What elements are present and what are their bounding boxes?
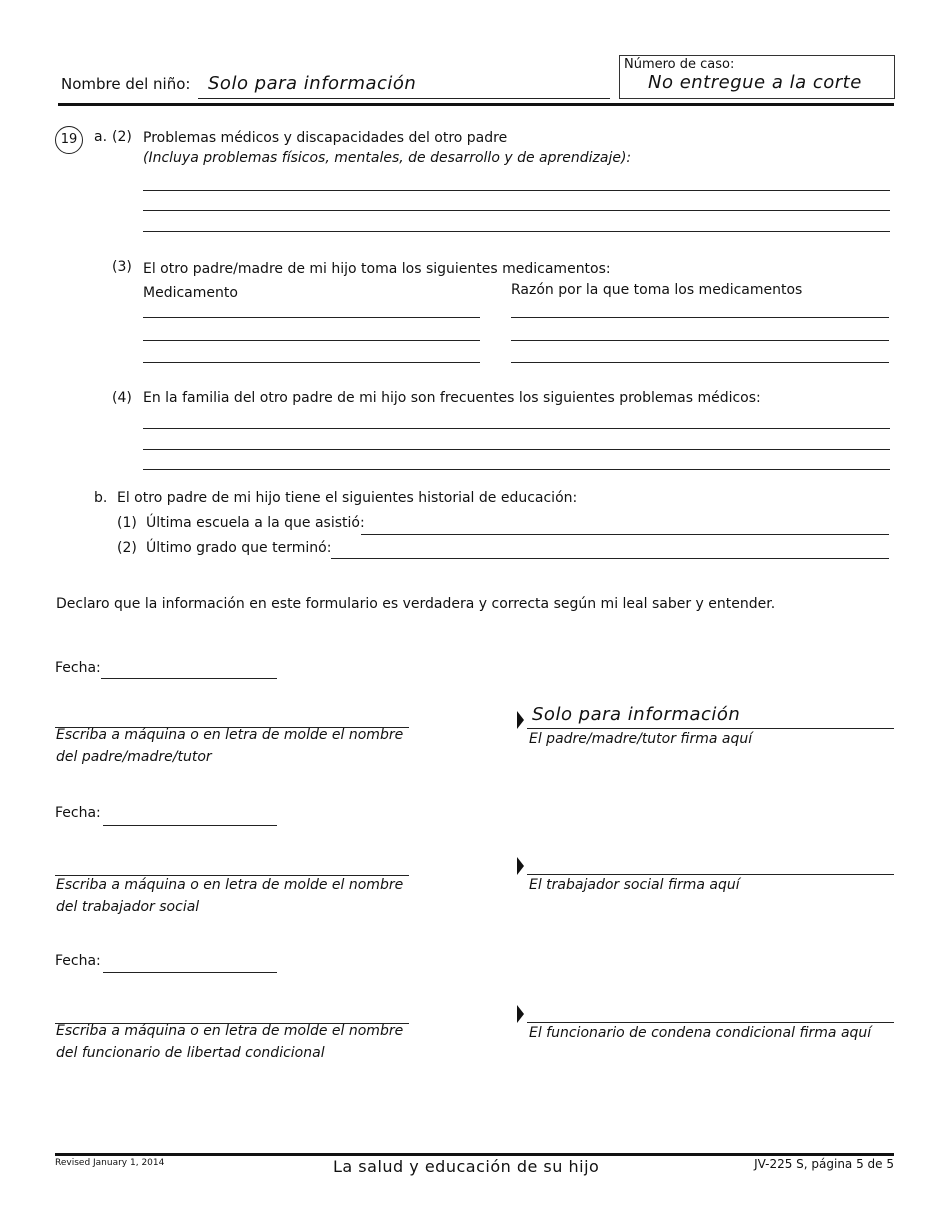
item-4-answer-line[interactable] bbox=[143, 449, 890, 450]
item-4-title: En la familia del otro padre de mi hijo son frecuentes los siguientes problemas médicos: bbox=[143, 390, 761, 406]
item-2-answer-line[interactable] bbox=[143, 231, 890, 232]
section-number-badge: 19 bbox=[55, 126, 83, 154]
item-2-number: (2) bbox=[112, 129, 132, 145]
child-name-underline bbox=[198, 98, 610, 99]
footer-rule bbox=[55, 1153, 894, 1156]
signature-line[interactable] bbox=[527, 1022, 894, 1023]
signature-caption: El trabajador social firma aquí bbox=[529, 877, 740, 893]
printed-name-caption-role: del padre/madre/tutor bbox=[56, 749, 212, 765]
signature-arrow-icon bbox=[517, 857, 524, 875]
item-4-number: (4) bbox=[112, 390, 132, 406]
printed-name-caption: Escriba a máquina o en letra de molde el nombre bbox=[56, 877, 404, 893]
date-label: Fecha: bbox=[55, 660, 101, 676]
header-rule bbox=[58, 103, 894, 106]
medication-line[interactable] bbox=[143, 317, 480, 318]
item-2-answer-line[interactable] bbox=[143, 210, 890, 211]
last-grade-number: (2) bbox=[117, 540, 137, 556]
case-number-value: No entregue a la corte bbox=[648, 72, 862, 93]
child-name-label: Nombre del niño: bbox=[61, 75, 191, 93]
case-number-box[interactable] bbox=[619, 55, 895, 99]
signature-value: Solo para información bbox=[532, 704, 741, 725]
revised-date: Revised January 1, 2014 bbox=[55, 1158, 165, 1168]
medication-column-header: Medicamento bbox=[143, 285, 238, 301]
declaration-text: Declaro que la información en este formulario es verdadera y correcta según mi leal saber y entender. bbox=[56, 596, 776, 612]
printed-name-caption: Escriba a máquina o en letra de molde el nombre bbox=[56, 727, 404, 743]
item-b-title: El otro padre de mi hijo tiene el siguientes historial de educación: bbox=[117, 490, 578, 506]
item-2-title: Problemas médicos y discapacidades del otro padre bbox=[143, 130, 508, 146]
item-4-answer-line[interactable] bbox=[143, 428, 890, 429]
printed-name-caption-role: del funcionario de libertad condicional bbox=[56, 1045, 325, 1061]
form-id: JV-225 S, página 5 de 5 bbox=[754, 1157, 894, 1171]
printed-name-caption: Escriba a máquina o en letra de molde el nombre bbox=[56, 1023, 404, 1039]
medication-line[interactable] bbox=[143, 340, 480, 341]
reason-line[interactable] bbox=[511, 362, 889, 363]
signature-line[interactable] bbox=[527, 874, 894, 875]
last-grade-label: Último grado que terminó: bbox=[146, 540, 332, 556]
date-label: Fecha: bbox=[55, 805, 101, 821]
child-name-value[interactable]: Solo para información bbox=[208, 73, 417, 94]
signature-caption: El funcionario de condena condicional firma aquí bbox=[529, 1025, 872, 1041]
item-3-number: (3) bbox=[112, 259, 132, 275]
signature-line[interactable] bbox=[527, 728, 894, 729]
item-3-title: El otro padre/madre de mi hijo toma los siguientes medicamentos: bbox=[143, 261, 611, 277]
printed-name-caption-role: del trabajador social bbox=[56, 899, 200, 915]
signature-caption: El padre/madre/tutor firma aquí bbox=[529, 731, 753, 747]
signature-arrow-icon bbox=[517, 711, 524, 729]
footer-title: La salud y educación de su hijo bbox=[333, 1157, 600, 1176]
item-2-answer-line[interactable] bbox=[143, 190, 890, 191]
signature-arrow-icon bbox=[517, 1005, 524, 1023]
reason-line[interactable] bbox=[511, 340, 889, 341]
item-2-subtitle: (Incluya problemas físicos, mentales, de desarrollo y de aprendizaje): bbox=[143, 150, 632, 166]
last-school-number: (1) bbox=[117, 515, 137, 531]
reason-column-header: Razón por la que toma los medicamentos bbox=[511, 282, 803, 298]
medication-line[interactable] bbox=[143, 362, 480, 363]
date-input[interactable] bbox=[103, 825, 277, 826]
date-label: Fecha: bbox=[55, 953, 101, 969]
printed-name-line[interactable] bbox=[55, 875, 409, 876]
last-school-label: Última escuela a la que asistió: bbox=[146, 515, 365, 531]
case-number-label: Número de caso: bbox=[624, 57, 735, 72]
date-input[interactable] bbox=[103, 972, 277, 973]
last-school-input[interactable] bbox=[361, 534, 889, 535]
date-input[interactable] bbox=[101, 678, 277, 679]
item-4-answer-line[interactable] bbox=[143, 469, 890, 470]
item-b-label: b. bbox=[94, 490, 108, 506]
last-grade-input[interactable] bbox=[331, 558, 889, 559]
item-a-label: a. bbox=[94, 129, 108, 145]
reason-line[interactable] bbox=[511, 317, 889, 318]
